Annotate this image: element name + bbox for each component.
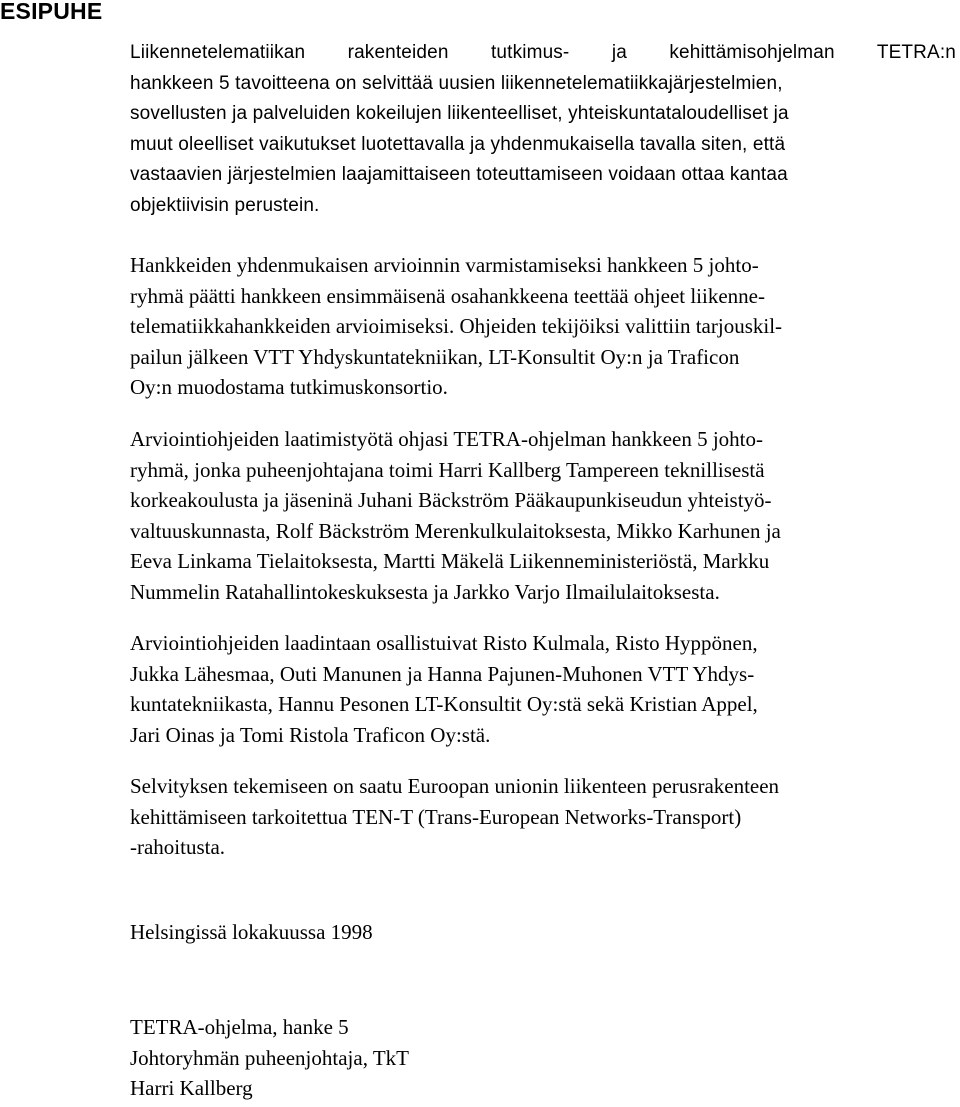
signature-organization: TETRA-ohjelma, hanke 5 <box>130 1015 349 1039</box>
signature-name: Harri Kallberg <box>130 1076 253 1100</box>
paragraph-1 <box>130 38 956 221</box>
signature-block <box>130 1012 956 1104</box>
paragraph-line: muut oleelliset vaikutukset luotettavalla ja yhdenmukaisella tavalla siten, että <box>130 133 786 155</box>
paragraph-line: Liikennetelematiikan rakenteiden tutkimus- ja kehittämisohjelman TETRA:n <box>130 42 956 63</box>
paragraph-line: Hankkeiden yhdenmukaisen arvioinnin varmistamiseksi hankkeen 5 johto- <box>130 253 759 277</box>
place-date-text: Helsingissä lokakuussa 1998 <box>130 920 373 944</box>
paragraph-line: pailun jälkeen VTT Yhdyskuntatekniikan, LT-Konsultit Oy:n ja Traficon <box>130 344 740 369</box>
paragraph-line: Jukka Lähesmaa, Outi Manunen ja Hanna Pajunen-Muhonen VTT Yhdys- <box>130 661 755 686</box>
paragraph-4 <box>130 628 956 750</box>
paragraph-line: Jari Oinas ja Tomi Ristola Traficon Oy:stä. <box>130 722 491 747</box>
paragraph-line: valtuuskunnasta, Rolf Bäckström Merenkulkulaitoksesta, Mikko Karhunen ja <box>130 518 781 543</box>
paragraph-line: vastaavien järjestelmien laajamittaiseen toteuttamiseen voidaan ottaa kantaa <box>130 164 788 185</box>
paragraph-line: korkeakoulusta ja jäseninä Juhani Bäckström Pääkaupunkiseudun yhteistyö- <box>130 488 772 512</box>
paragraph-line: kehittämiseen tarkoitettua TEN-T (Trans-European Networks-Transport) <box>130 804 742 829</box>
paragraph-line: objektiivisin perustein. <box>130 194 320 216</box>
paragraph-line: telematiikkahankkeiden arvioimiseksi. Ohjeiden tekijöiksi valittiin tarjouskil- <box>130 314 783 338</box>
paragraph-line: ryhmä päätti hankkeen ensimmäisenä osahankkeena teettää ohjeet liikenne- <box>130 283 765 308</box>
paragraph-line: ryhmä, jonka puheenjohtajana toimi Harri Kallberg Tampereen teknillisestä <box>130 457 765 482</box>
paragraph-line: Oy:n muodostama tutkimuskonsortio. <box>130 375 448 399</box>
paragraph-5 <box>130 771 956 863</box>
paragraph-line: Eeva Linkama Tielaitoksesta, Martti Mäkelä Liikenneministeriöstä, Markku <box>130 549 770 573</box>
page-heading: ESIPUHE <box>0 0 103 24</box>
paragraph-2 <box>130 250 956 403</box>
paragraph-line: hankkeen 5 tavoitteena on selvittää uusien liikennetelematiikkajärjestelmien, <box>130 72 783 94</box>
place-date <box>130 917 956 948</box>
signature-role: Johtoryhmän puheenjohtaja, TkT <box>130 1045 409 1070</box>
paragraph-3 <box>130 424 956 607</box>
paragraph-line: kuntatekniikasta, Hannu Pesonen LT-Konsultit Oy:stä sekä Kristian Appel, <box>130 692 758 716</box>
paragraph-line: sovellusten ja palveluiden kokeilujen liikenteelliset, yhteiskuntataloudelliset ja <box>130 103 789 124</box>
paragraph-line: -rahoitusta. <box>130 835 226 859</box>
paragraph-line: Nummelin Ratahallintokeskuksesta ja Jarkko Varjo Ilmailulaitoksesta. <box>130 579 720 604</box>
paragraph-line: Arviointiohjeiden laatimistyötä ohjasi TETRA-ohjelman hankkeen 5 johto- <box>130 427 763 451</box>
paragraph-line: Selvityksen tekemiseen on saatu Euroopan unionin liikenteen perusrakenteen <box>130 774 780 798</box>
paragraph-line: Arviointiohjeiden laadintaan osallistuivat Risto Kulmala, Risto Hyppönen, <box>130 631 758 655</box>
